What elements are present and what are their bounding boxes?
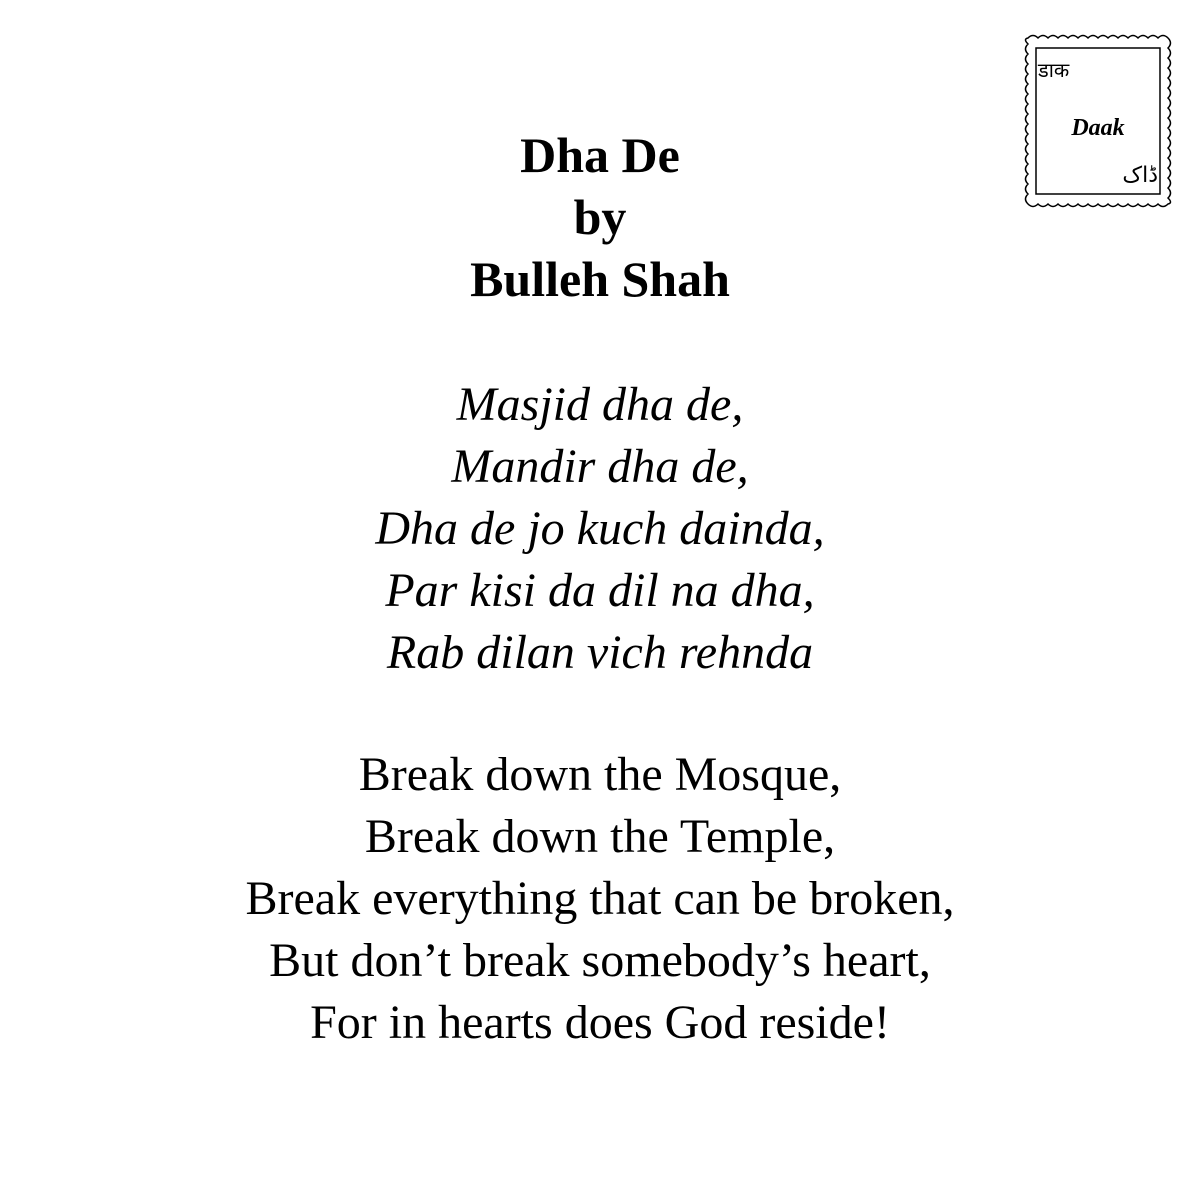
translation-line: But don’t break somebody’s heart, bbox=[269, 934, 931, 987]
original-line: Rab dilan vich rehnda bbox=[386, 626, 814, 679]
poem-title: Dha De bbox=[520, 127, 680, 183]
stamp-urdu-text: ڈاک bbox=[1122, 163, 1158, 188]
translation-line: Break everything that can be broken, bbox=[245, 872, 955, 925]
title-by: by bbox=[573, 189, 627, 245]
original-line: Par kisi da dil na dha, bbox=[385, 564, 815, 617]
original-line: Dha de jo kuch dainda, bbox=[375, 502, 825, 555]
original-line: Masjid dha de, bbox=[456, 378, 744, 431]
poem-original-stanza bbox=[0, 374, 1200, 684]
poem-title-block bbox=[0, 124, 1200, 310]
poem-translation-stanza bbox=[0, 744, 1200, 1054]
poem-author: Bulleh Shah bbox=[470, 251, 730, 307]
translation-line: Break down the Temple, bbox=[364, 810, 836, 863]
translation-line: Break down the Mosque, bbox=[358, 748, 842, 801]
stamp-hindi-text: डाक bbox=[1038, 58, 1070, 82]
original-line: Mandir dha de, bbox=[451, 440, 749, 493]
stamp-brand-name: Daak bbox=[1071, 115, 1125, 141]
translation-line: For in hearts does God reside! bbox=[310, 996, 890, 1049]
